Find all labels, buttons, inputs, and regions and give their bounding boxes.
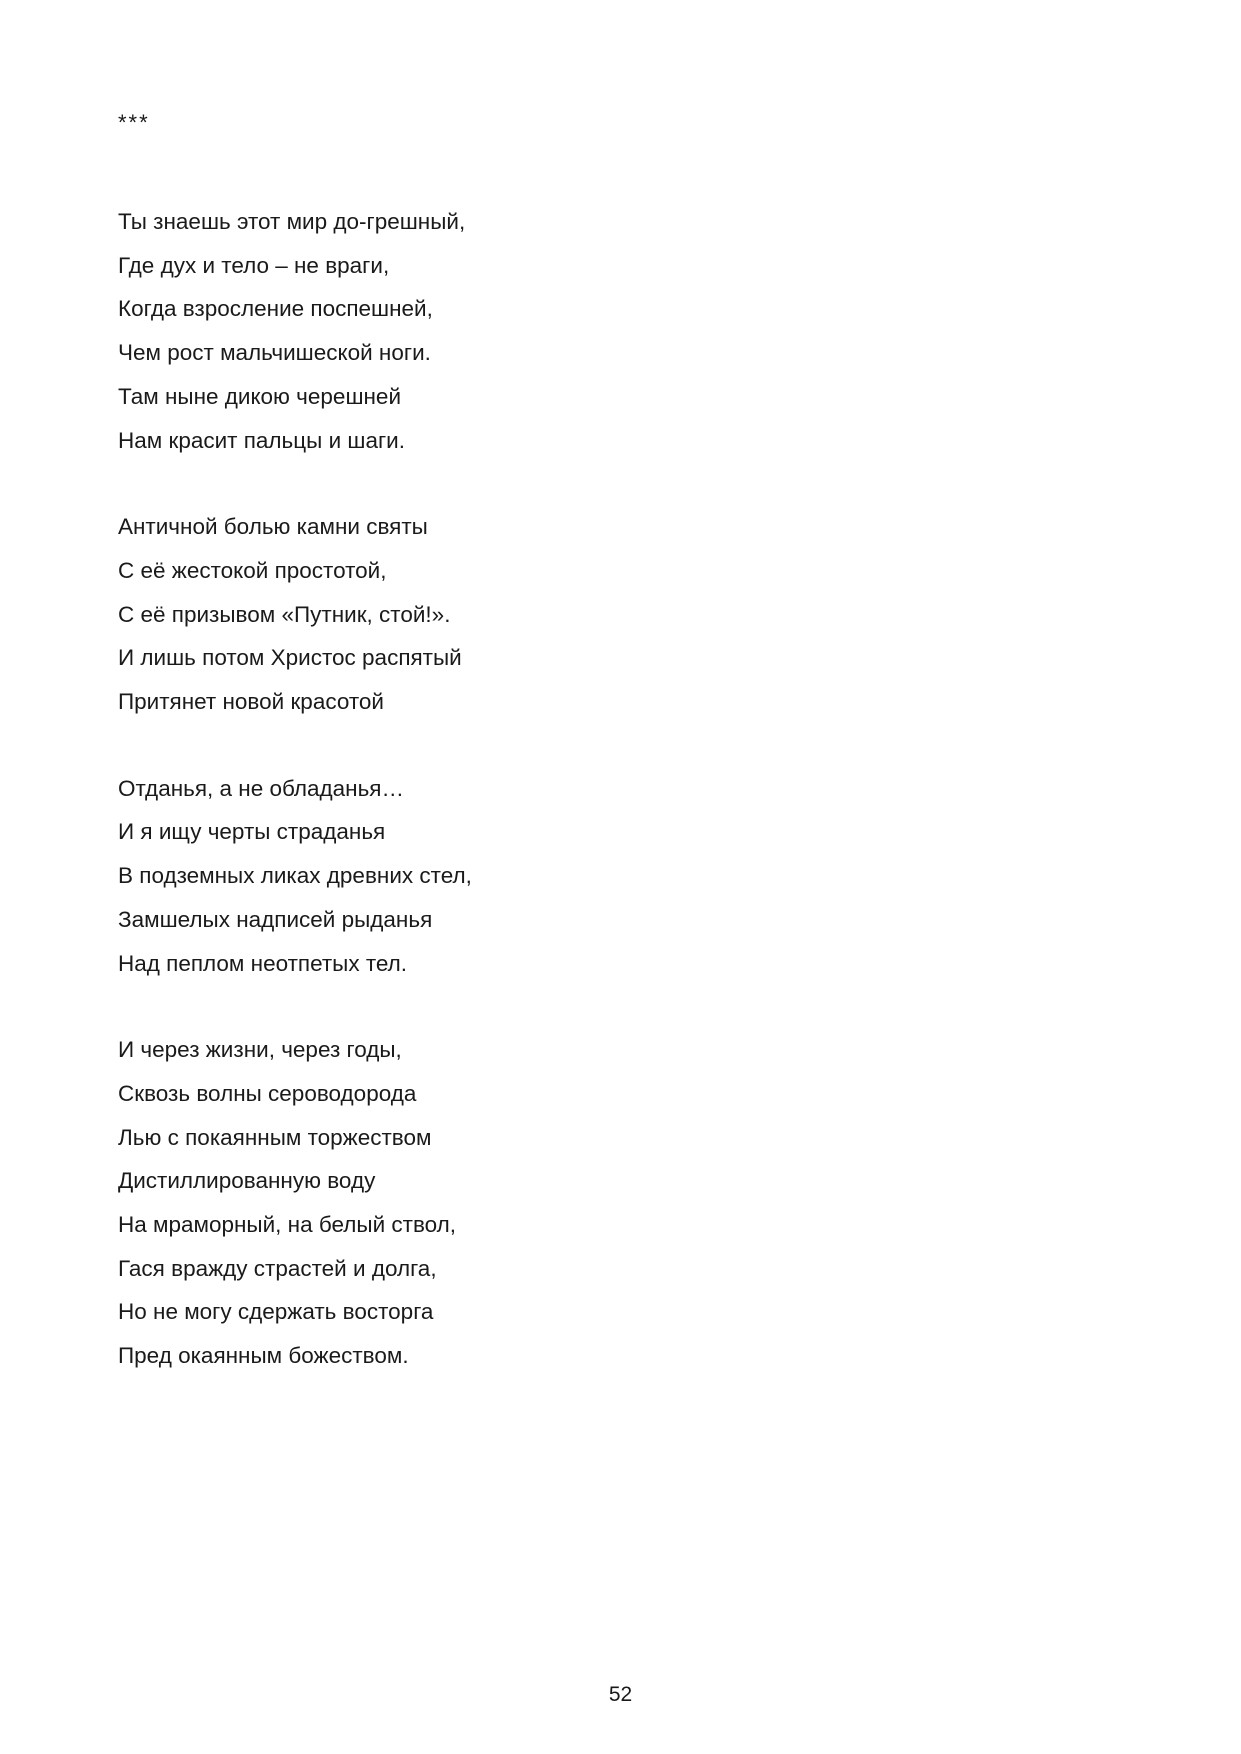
poem-line: Гася вражду страстей и долга, (118, 1255, 437, 1281)
poem-line: Нам красит пальцы и шаги. (118, 427, 405, 453)
poem-line: С её призывом «Путник, стой!». (118, 601, 451, 627)
poem-line: Замшелых надписей рыданья (118, 906, 433, 932)
poem-line: И я ищу черты страданья (118, 819, 386, 845)
stanza-2 (118, 505, 472, 724)
poem-line: Античной болью камни святы (118, 514, 428, 540)
poem-line: Но не могу сдержать восторга (118, 1299, 434, 1325)
poem-line: Дистиллированную воду (118, 1168, 376, 1194)
poem-line: Притянет новой красотой (118, 689, 384, 715)
poem-line: И через жизни, через годы, (118, 1037, 402, 1063)
poem-line: И лишь потом Христос распятый (118, 645, 462, 671)
page-number: 52 (608, 1683, 633, 1706)
poem-line: Над пеплом неотпетых тел. (118, 950, 408, 976)
poem-line: Пред окаянным божеством. (118, 1343, 409, 1369)
poem-line: Отданья, а не обладанья… (118, 775, 404, 801)
poem-line: Где дух и тело – не враги, (118, 252, 390, 278)
poem-line: На мраморный, на белый ствол, (118, 1212, 457, 1238)
poem-line: Сквозь волны сероводорода (118, 1080, 417, 1106)
section-ornament: *** (118, 110, 150, 135)
poem-line: В подземных ликах древних стел, (118, 863, 472, 889)
poem-line: Лью с покаянным торжеством (118, 1124, 432, 1150)
stanza-3 (118, 767, 472, 986)
poem-line: Чем рост мальчишеской ноги. (118, 340, 431, 366)
poem (118, 200, 472, 1421)
poem-line: С её жестокой простотой, (118, 557, 387, 583)
stanza-1 (118, 200, 472, 462)
stanza-4 (118, 1028, 472, 1378)
poem-line: Ты знаешь этот мир до-грешный, (118, 209, 466, 234)
poem-line: Там ныне дикою черешней (118, 383, 402, 409)
poem-line: Когда взросление поспешней, (118, 296, 433, 322)
